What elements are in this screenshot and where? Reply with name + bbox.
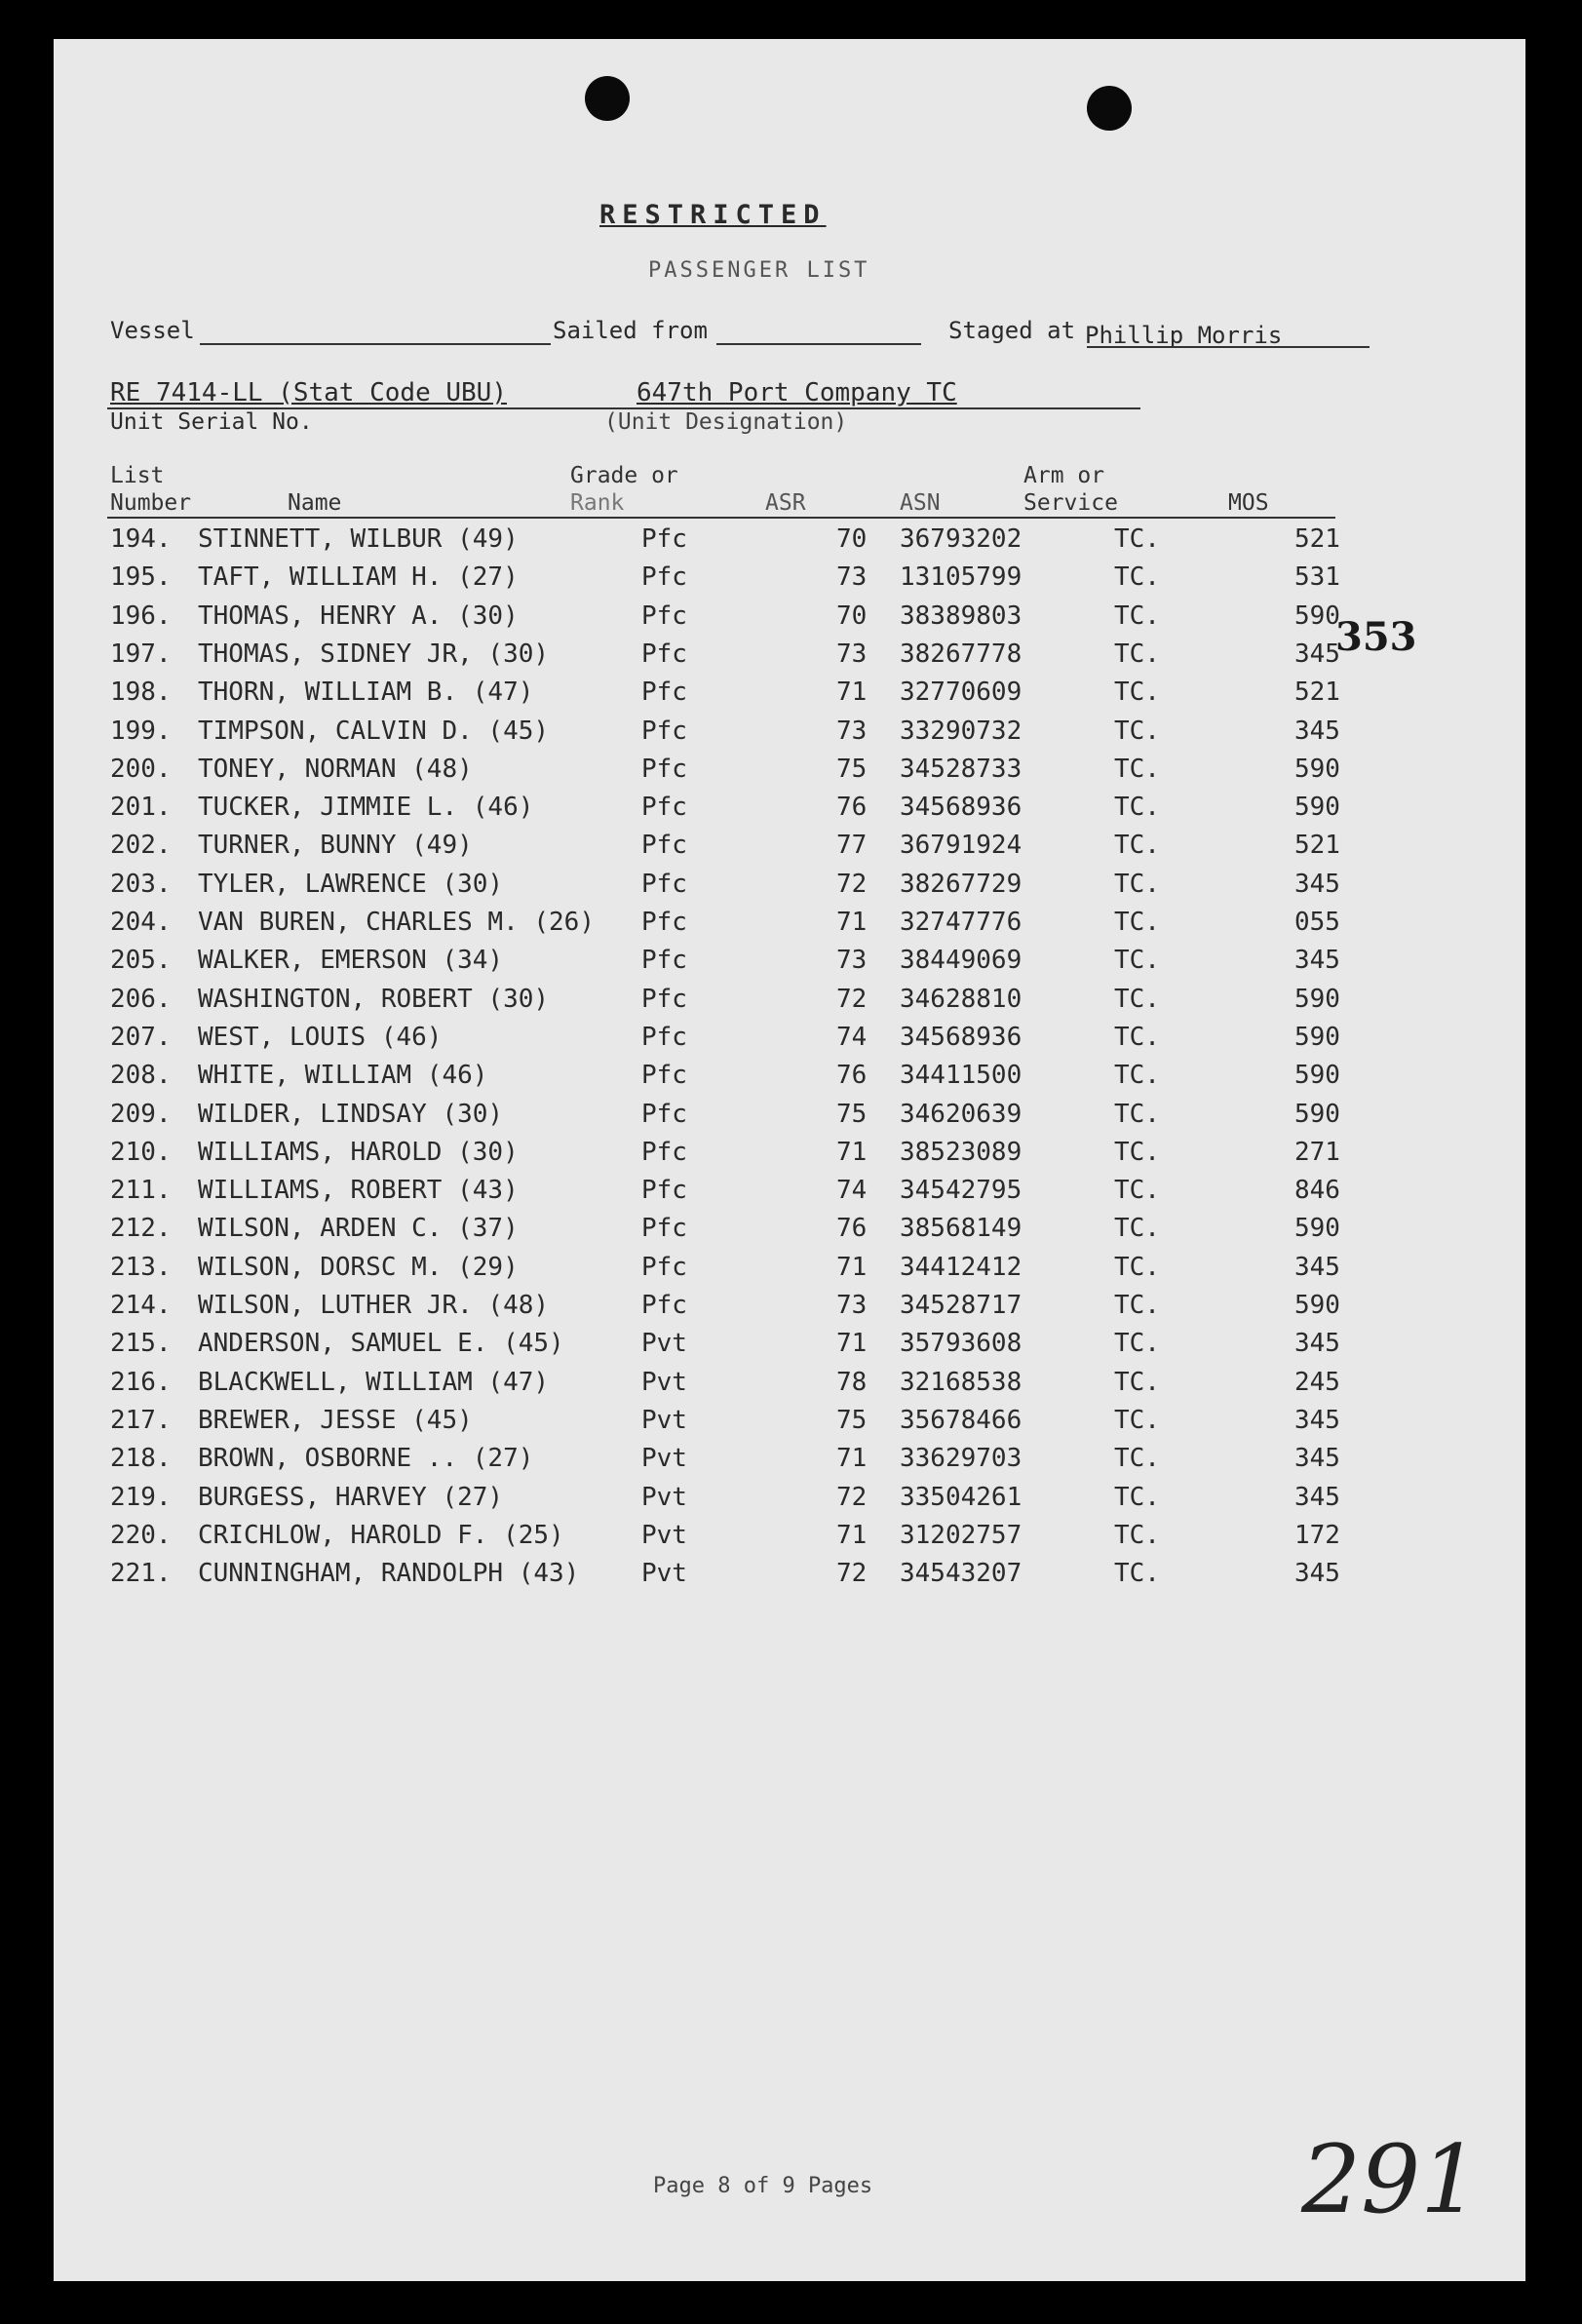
- asr-cell: 72: [836, 984, 868, 1014]
- passenger-name-cell: BREWER, JESSE (45): [198, 1405, 473, 1435]
- mos-cell: 345: [1294, 1444, 1340, 1474]
- arm-or-service-cell: TC.: [1114, 946, 1160, 976]
- mos-cell: 345: [1294, 716, 1340, 746]
- mos-cell: 521: [1294, 678, 1340, 708]
- arm-or-service-cell: TC.: [1114, 1252, 1160, 1282]
- arm-or-service-cell: TC.: [1114, 984, 1160, 1014]
- col-service-label: Service: [1023, 490, 1118, 516]
- mos-cell: 172: [1294, 1520, 1340, 1550]
- table-row: [110, 946, 1377, 985]
- arm-or-service-cell: TC.: [1114, 1214, 1160, 1244]
- mos-cell: 271: [1294, 1137, 1340, 1167]
- asr-cell: 74: [836, 1022, 868, 1052]
- asr-cell: 72: [836, 1482, 868, 1512]
- asn-cell: 31202757: [900, 1520, 1023, 1550]
- asr-cell: 75: [836, 754, 868, 784]
- list-number-cell: 204.: [110, 908, 172, 937]
- passenger-name-cell: TIMPSON, CALVIN D. (45): [198, 716, 550, 746]
- asn-cell: 38267729: [900, 869, 1023, 899]
- passenger-name-cell: ANDERSON, SAMUEL E. (45): [198, 1329, 564, 1359]
- grade-cell: Pfc: [641, 1099, 687, 1129]
- asr-cell: 75: [836, 1099, 868, 1129]
- arm-or-service-cell: TC.: [1114, 908, 1160, 937]
- table-row: [110, 831, 1377, 870]
- passenger-name-cell: WILDER, LINDSAY (30): [198, 1099, 504, 1129]
- col-number-label: Number: [110, 490, 192, 516]
- mos-cell: 345: [1294, 639, 1340, 669]
- table-row: [110, 1023, 1377, 1062]
- passenger-name-cell: THOMAS, HENRY A. (30): [198, 600, 519, 631]
- arm-or-service-cell: TC.: [1114, 1061, 1160, 1091]
- arm-or-service-cell: TC.: [1114, 793, 1160, 823]
- unit-designation-label: (Unit Designation): [604, 409, 848, 435]
- asr-cell: 76: [836, 793, 868, 823]
- arm-or-service-cell: TC.: [1114, 639, 1160, 669]
- col-rank-label: Rank: [570, 490, 625, 516]
- arm-or-service-cell: TC.: [1114, 716, 1160, 746]
- staged-at-line: [1087, 346, 1370, 348]
- asr-cell: 71: [836, 1444, 868, 1474]
- passenger-name-cell: THORN, WILLIAM B. (47): [198, 678, 534, 708]
- table-row: [110, 1406, 1377, 1445]
- asn-cell: 34568936: [900, 793, 1023, 823]
- table-row: [110, 717, 1377, 755]
- table-row: [110, 1368, 1377, 1407]
- col-grade-label: Grade or: [570, 463, 678, 488]
- list-number-cell: 219.: [110, 1482, 172, 1512]
- list-number-cell: 220.: [110, 1520, 172, 1550]
- passenger-name-cell: TONEY, NORMAN (48): [198, 754, 473, 784]
- table-row: [110, 1444, 1377, 1483]
- list-number-cell: 201.: [110, 793, 172, 823]
- grade-cell: Pfc: [641, 984, 687, 1014]
- arm-or-service-cell: TC.: [1114, 1022, 1160, 1052]
- asr-cell: 76: [836, 1214, 868, 1244]
- asn-cell: 34620639: [900, 1099, 1023, 1129]
- asn-cell: 34528717: [900, 1291, 1023, 1320]
- grade-cell: Pfc: [641, 1291, 687, 1320]
- passenger-name-cell: CRICHLOW, HAROLD F. (25): [198, 1520, 564, 1550]
- sailed-from-label: Sailed from: [553, 317, 708, 344]
- sailed-from-line: [716, 343, 921, 345]
- mos-cell: 590: [1294, 1099, 1340, 1129]
- col-mos-label: MOS: [1228, 490, 1269, 516]
- passenger-name-cell: CUNNINGHAM, RANDOLPH (43): [198, 1559, 580, 1589]
- mos-cell: 590: [1294, 754, 1340, 784]
- grade-cell: Pfc: [641, 1214, 687, 1244]
- mos-cell: 590: [1294, 793, 1340, 823]
- asn-cell: 32747776: [900, 908, 1023, 937]
- asr-cell: 71: [836, 1329, 868, 1359]
- list-number-cell: 221.: [110, 1559, 172, 1589]
- asn-cell: 32770609: [900, 678, 1023, 708]
- grade-cell: Pvt: [641, 1520, 687, 1550]
- mos-cell: 846: [1294, 1176, 1340, 1206]
- asr-cell: 73: [836, 716, 868, 746]
- grade-cell: Pvt: [641, 1444, 687, 1474]
- mos-cell: 345: [1294, 1482, 1340, 1512]
- asn-cell: 35793608: [900, 1329, 1023, 1359]
- mos-cell: 590: [1294, 1214, 1340, 1244]
- arm-or-service-cell: TC.: [1114, 754, 1160, 784]
- arm-or-service-cell: TC.: [1114, 1520, 1160, 1550]
- asn-cell: 38568149: [900, 1214, 1023, 1244]
- mos-cell: 345: [1294, 1559, 1340, 1589]
- vessel-line: [200, 343, 551, 345]
- table-row: [110, 678, 1377, 717]
- list-number-cell: 198.: [110, 678, 172, 708]
- arm-or-service-cell: TC.: [1114, 831, 1160, 861]
- table-row: [110, 1061, 1377, 1100]
- list-number-cell: 194.: [110, 524, 172, 554]
- grade-cell: Pvt: [641, 1405, 687, 1435]
- asn-cell: 34543207: [900, 1559, 1023, 1589]
- mos-cell: 345: [1294, 869, 1340, 899]
- passenger-name-cell: WILLIAMS, ROBERT (43): [198, 1176, 519, 1206]
- asn-cell: 13105799: [900, 562, 1023, 593]
- asr-cell: 78: [836, 1367, 868, 1397]
- mos-cell: 531: [1294, 562, 1340, 593]
- mos-cell: 345: [1294, 946, 1340, 976]
- staged-at-value: Phillip Morris: [1085, 322, 1283, 349]
- table-row: [110, 1483, 1377, 1522]
- arm-or-service-cell: TC.: [1114, 1137, 1160, 1167]
- mos-cell: 590: [1294, 600, 1340, 631]
- mos-cell: 521: [1294, 524, 1340, 554]
- arm-or-service-cell: TC.: [1114, 562, 1160, 593]
- asr-cell: 72: [836, 1559, 868, 1589]
- passenger-name-cell: VAN BUREN, CHARLES M. (26): [198, 908, 595, 937]
- grade-cell: Pfc: [641, 524, 687, 554]
- unit-serial-label: Unit Serial No.: [110, 409, 313, 435]
- table-row: [110, 1253, 1377, 1292]
- arm-or-service-cell: TC.: [1114, 1444, 1160, 1474]
- grade-cell: Pfc: [641, 831, 687, 861]
- arm-or-service-cell: TC.: [1114, 1176, 1160, 1206]
- grade-cell: Pfc: [641, 1022, 687, 1052]
- mos-cell: 345: [1294, 1329, 1340, 1359]
- staged-at-label: Staged at: [948, 317, 1076, 344]
- table-row: [110, 1521, 1377, 1560]
- passenger-name-cell: WILLIAMS, HAROLD (30): [198, 1137, 519, 1167]
- passenger-name-cell: WHITE, WILLIAM (46): [198, 1061, 488, 1091]
- asn-cell: 34542795: [900, 1176, 1023, 1206]
- asn-cell: 38449069: [900, 946, 1023, 976]
- grade-cell: Pfc: [641, 562, 687, 593]
- asn-cell: 38389803: [900, 600, 1023, 631]
- passenger-name-cell: WALKER, EMERSON (34): [198, 946, 504, 976]
- arm-or-service-cell: TC.: [1114, 869, 1160, 899]
- passenger-name-cell: TURNER, BUNNY (49): [198, 831, 473, 861]
- table-row: [110, 524, 1377, 563]
- mos-cell: 345: [1294, 1252, 1340, 1282]
- col-list-label: List: [110, 463, 165, 488]
- list-number-cell: 218.: [110, 1444, 172, 1474]
- list-number-cell: 197.: [110, 639, 172, 669]
- grade-cell: Pvt: [641, 1329, 687, 1359]
- list-number-cell: 208.: [110, 1061, 172, 1091]
- asr-cell: 71: [836, 1137, 868, 1167]
- list-number-cell: 211.: [110, 1176, 172, 1206]
- passenger-name-cell: TYLER, LAWRENCE (30): [198, 869, 504, 899]
- vessel-label: Vessel: [110, 317, 195, 344]
- arm-or-service-cell: TC.: [1114, 1329, 1160, 1359]
- document-type-heading: PASSENGER LIST: [648, 258, 870, 283]
- grade-cell: Pfc: [641, 946, 687, 976]
- grade-cell: Pfc: [641, 1061, 687, 1091]
- list-number-cell: 217.: [110, 1405, 172, 1435]
- grade-cell: Pfc: [641, 678, 687, 708]
- asn-cell: 36793202: [900, 524, 1023, 554]
- asr-cell: 74: [836, 1176, 868, 1206]
- passenger-name-cell: BLACKWELL, WILLIAM (47): [198, 1367, 550, 1397]
- grade-cell: Pfc: [641, 1252, 687, 1282]
- list-number-cell: 202.: [110, 831, 172, 861]
- asr-cell: 73: [836, 562, 868, 593]
- table-row: [110, 1559, 1377, 1598]
- asr-cell: 73: [836, 1291, 868, 1320]
- passenger-name-cell: WEST, LOUIS (46): [198, 1022, 443, 1052]
- mos-cell: 245: [1294, 1367, 1340, 1397]
- grade-cell: Pfc: [641, 639, 687, 669]
- col-asr-label: ASR: [765, 490, 806, 516]
- arm-or-service-cell: TC.: [1114, 524, 1160, 554]
- asn-cell: 34528733: [900, 754, 1023, 784]
- asn-cell: 32168538: [900, 1367, 1023, 1397]
- passenger-name-cell: TAFT, WILLIAM H. (27): [198, 562, 519, 593]
- arm-or-service-cell: TC.: [1114, 1405, 1160, 1435]
- asn-cell: 36791924: [900, 831, 1023, 861]
- passenger-name-cell: BURGESS, HARVEY (27): [198, 1482, 504, 1512]
- grade-cell: Pvt: [641, 1367, 687, 1397]
- header-rule: [107, 517, 1335, 519]
- list-number-cell: 210.: [110, 1137, 172, 1167]
- table-row: [110, 1291, 1377, 1330]
- table-row: [110, 1214, 1377, 1253]
- unit-serial-value: RE 7414-LL (Stat Code UBU): [110, 378, 507, 407]
- table-row: [110, 908, 1377, 947]
- asn-cell: 35678466: [900, 1405, 1023, 1435]
- asr-cell: 76: [836, 1061, 868, 1091]
- unit-designation-value: 647th Port Company TC: [637, 378, 957, 407]
- grade-cell: Pfc: [641, 1137, 687, 1167]
- punch-hole: [1087, 86, 1132, 131]
- asr-cell: 70: [836, 524, 868, 554]
- grade-cell: Pvt: [641, 1482, 687, 1512]
- table-row: [110, 601, 1377, 640]
- col-name-label: Name: [288, 490, 342, 516]
- table-row: [110, 1176, 1377, 1215]
- list-number-cell: 209.: [110, 1099, 172, 1129]
- mos-cell: 590: [1294, 984, 1340, 1014]
- grade-cell: Pfc: [641, 793, 687, 823]
- asn-cell: 38523089: [900, 1137, 1023, 1167]
- asr-cell: 71: [836, 678, 868, 708]
- table-row: [110, 562, 1377, 601]
- passenger-name-cell: WASHINGTON, ROBERT (30): [198, 984, 550, 1014]
- mos-cell: 345: [1294, 1405, 1340, 1435]
- passenger-name-cell: TUCKER, JIMMIE L. (46): [198, 793, 534, 823]
- list-number-cell: 213.: [110, 1252, 172, 1282]
- grade-cell: Pfc: [641, 716, 687, 746]
- asn-cell: 34412412: [900, 1252, 1023, 1282]
- arm-or-service-cell: TC.: [1114, 1559, 1160, 1589]
- passenger-name-cell: WILSON, ARDEN C. (37): [198, 1214, 519, 1244]
- page-footer: Page 8 of 9 Pages: [653, 2174, 873, 2198]
- passenger-name-cell: WILSON, LUTHER JR. (48): [198, 1291, 550, 1320]
- list-number-cell: 203.: [110, 869, 172, 899]
- list-number-cell: 206.: [110, 984, 172, 1014]
- passenger-name-cell: BROWN, OSBORNE .. (27): [198, 1444, 534, 1474]
- list-number-cell: 196.: [110, 600, 172, 631]
- grade-cell: Pfc: [641, 754, 687, 784]
- asn-cell: 33629703: [900, 1444, 1023, 1474]
- asn-cell: 34628810: [900, 984, 1023, 1014]
- col-arm-label: Arm or: [1023, 463, 1105, 488]
- arm-or-service-cell: TC.: [1114, 600, 1160, 631]
- col-asn-label: ASN: [900, 490, 941, 516]
- table-row: [110, 985, 1377, 1024]
- table-row: [110, 793, 1377, 832]
- asn-cell: 38267778: [900, 639, 1023, 669]
- asr-cell: 71: [836, 908, 868, 937]
- table-row: [110, 639, 1377, 678]
- table-row: [110, 1329, 1377, 1368]
- list-number-cell: 214.: [110, 1291, 172, 1320]
- asn-cell: 33290732: [900, 716, 1023, 746]
- grade-cell: Pfc: [641, 600, 687, 631]
- list-number-cell: 215.: [110, 1329, 172, 1359]
- mos-cell: 590: [1294, 1291, 1340, 1320]
- table-row: [110, 1100, 1377, 1139]
- table-row: [110, 1138, 1377, 1177]
- asr-cell: 71: [836, 1520, 868, 1550]
- passenger-name-cell: WILSON, DORSC M. (29): [198, 1252, 519, 1282]
- passenger-name-cell: THOMAS, SIDNEY JR, (30): [198, 639, 550, 669]
- classification-heading: RESTRICTED: [599, 200, 827, 230]
- asr-cell: 71: [836, 1252, 868, 1282]
- handwritten-number: 291: [1301, 2125, 1481, 2234]
- grade-cell: Pfc: [641, 1176, 687, 1206]
- arm-or-service-cell: TC.: [1114, 1482, 1160, 1512]
- asr-cell: 73: [836, 946, 868, 976]
- asr-cell: 73: [836, 639, 868, 669]
- list-number-cell: 200.: [110, 754, 172, 784]
- list-number-cell: 199.: [110, 716, 172, 746]
- list-number-cell: 212.: [110, 1214, 172, 1244]
- mos-cell: 521: [1294, 831, 1340, 861]
- arm-or-service-cell: TC.: [1114, 1367, 1160, 1397]
- asr-cell: 77: [836, 831, 868, 861]
- arm-or-service-cell: TC.: [1114, 678, 1160, 708]
- grade-cell: Pvt: [641, 1559, 687, 1589]
- grade-cell: Pfc: [641, 869, 687, 899]
- asr-cell: 75: [836, 1405, 868, 1435]
- asn-cell: 33504261: [900, 1482, 1023, 1512]
- list-number-cell: 195.: [110, 562, 172, 593]
- asn-cell: 34568936: [900, 1022, 1023, 1052]
- list-number-cell: 205.: [110, 946, 172, 976]
- asr-cell: 72: [836, 869, 868, 899]
- mos-cell: 055: [1294, 908, 1340, 937]
- table-row: [110, 870, 1377, 909]
- list-number-cell: 216.: [110, 1367, 172, 1397]
- punch-hole: [585, 76, 630, 121]
- mos-cell: 590: [1294, 1022, 1340, 1052]
- table-row: [110, 755, 1377, 794]
- arm-or-service-cell: TC.: [1114, 1099, 1160, 1129]
- grade-cell: Pfc: [641, 908, 687, 937]
- list-number-cell: 207.: [110, 1022, 172, 1052]
- mos-cell: 590: [1294, 1061, 1340, 1091]
- document-page: [54, 39, 1525, 2281]
- arm-or-service-cell: TC.: [1114, 1291, 1160, 1320]
- asn-cell: 34411500: [900, 1061, 1023, 1091]
- asr-cell: 70: [836, 600, 868, 631]
- passenger-name-cell: STINNETT, WILBUR (49): [198, 524, 519, 554]
- stamped-page-number: 353: [1335, 614, 1417, 660]
